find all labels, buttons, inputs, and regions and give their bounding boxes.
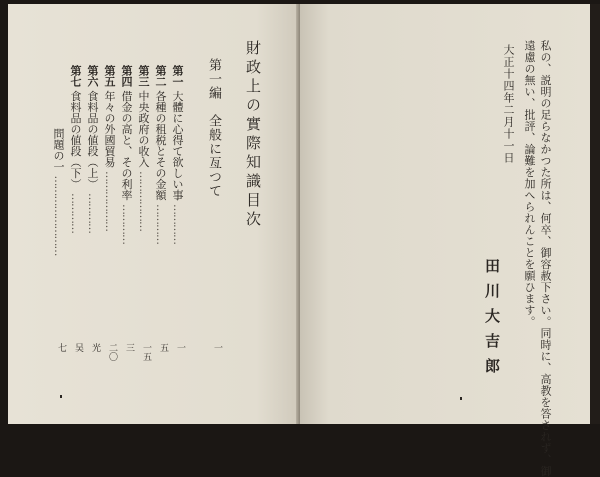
preface-line: 私の、説明の足らなかつた所は、何卒、御容赦下さい。同時に、高教を答されず、御	[539, 40, 552, 477]
toc-entry-title: 食料品の値段（下）	[69, 90, 82, 190]
toc-leader-dots: ……………………	[52, 175, 65, 256]
toc-entry-section: 第七	[69, 65, 82, 87]
toc-leader-dots: …………	[120, 204, 133, 244]
toc-leader-dots: …………	[154, 204, 167, 244]
preface-date: 大正十四年二月十一日	[502, 44, 515, 164]
author-name: 田川大吉郎	[483, 258, 501, 383]
toc-entry	[138, 65, 149, 365]
toc-entry	[87, 65, 98, 365]
toc-entry-section: 第三	[137, 65, 150, 87]
toc-entry-page: 一	[175, 343, 185, 352]
ink-speck	[60, 395, 62, 398]
toc-entry	[53, 128, 64, 428]
toc-entry-section: 第一	[171, 65, 184, 87]
toc-entry-section: 第二	[154, 65, 167, 87]
toc-entry-section: 第四	[120, 65, 133, 87]
toc-leader-dots: …………	[171, 204, 184, 244]
toc-entry-page: 七	[56, 343, 66, 352]
toc-entry-page: 光	[90, 343, 100, 352]
toc-entry	[172, 65, 183, 365]
part-page-number: 一	[212, 343, 222, 352]
toc-leader-dots: …………	[86, 193, 99, 233]
toc-entry-page: 一五	[141, 343, 151, 361]
toc-leader-dots: ………………	[103, 171, 116, 231]
toc-entry	[70, 65, 81, 365]
toc-entry-title: 借金の高と、その利率	[120, 90, 133, 201]
toc-entry	[155, 65, 166, 365]
ink-speck	[460, 397, 462, 400]
toc-leader-dots: …………	[69, 193, 82, 233]
page-edge-shadow	[590, 4, 600, 424]
toc-entry	[121, 65, 132, 365]
toc-entry-title: 年々の外國貿易	[103, 90, 116, 168]
toc-entry-title: 各種の租税とその金額	[154, 90, 167, 201]
toc-leader-dots: ………………	[137, 171, 150, 231]
toc-entry-title: 中央政府の收入	[137, 90, 150, 168]
toc-entry-section: 第六	[86, 65, 99, 87]
toc-entry-section: 第五	[103, 65, 116, 87]
toc-entry-title: 食料品の値段（上）	[86, 90, 99, 190]
preface-line: 遠慮の無い、批評、論難を加へられんことを願ひます。	[523, 40, 536, 328]
toc-entry-page: 五	[158, 343, 168, 352]
toc-entry	[104, 65, 115, 365]
toc-entry-title: 大體に心得て欲しい事	[171, 90, 184, 201]
toc-entry-page: 三	[124, 343, 134, 352]
toc-entry-page: 二〇	[107, 343, 117, 361]
toc-title: 財政上の實際知識目次	[244, 40, 262, 230]
part-heading: 第一編 全般に亙つて	[206, 58, 221, 198]
toc-entry-page: 吴	[73, 343, 83, 352]
toc-entry-title: 問題の一	[52, 128, 65, 172]
